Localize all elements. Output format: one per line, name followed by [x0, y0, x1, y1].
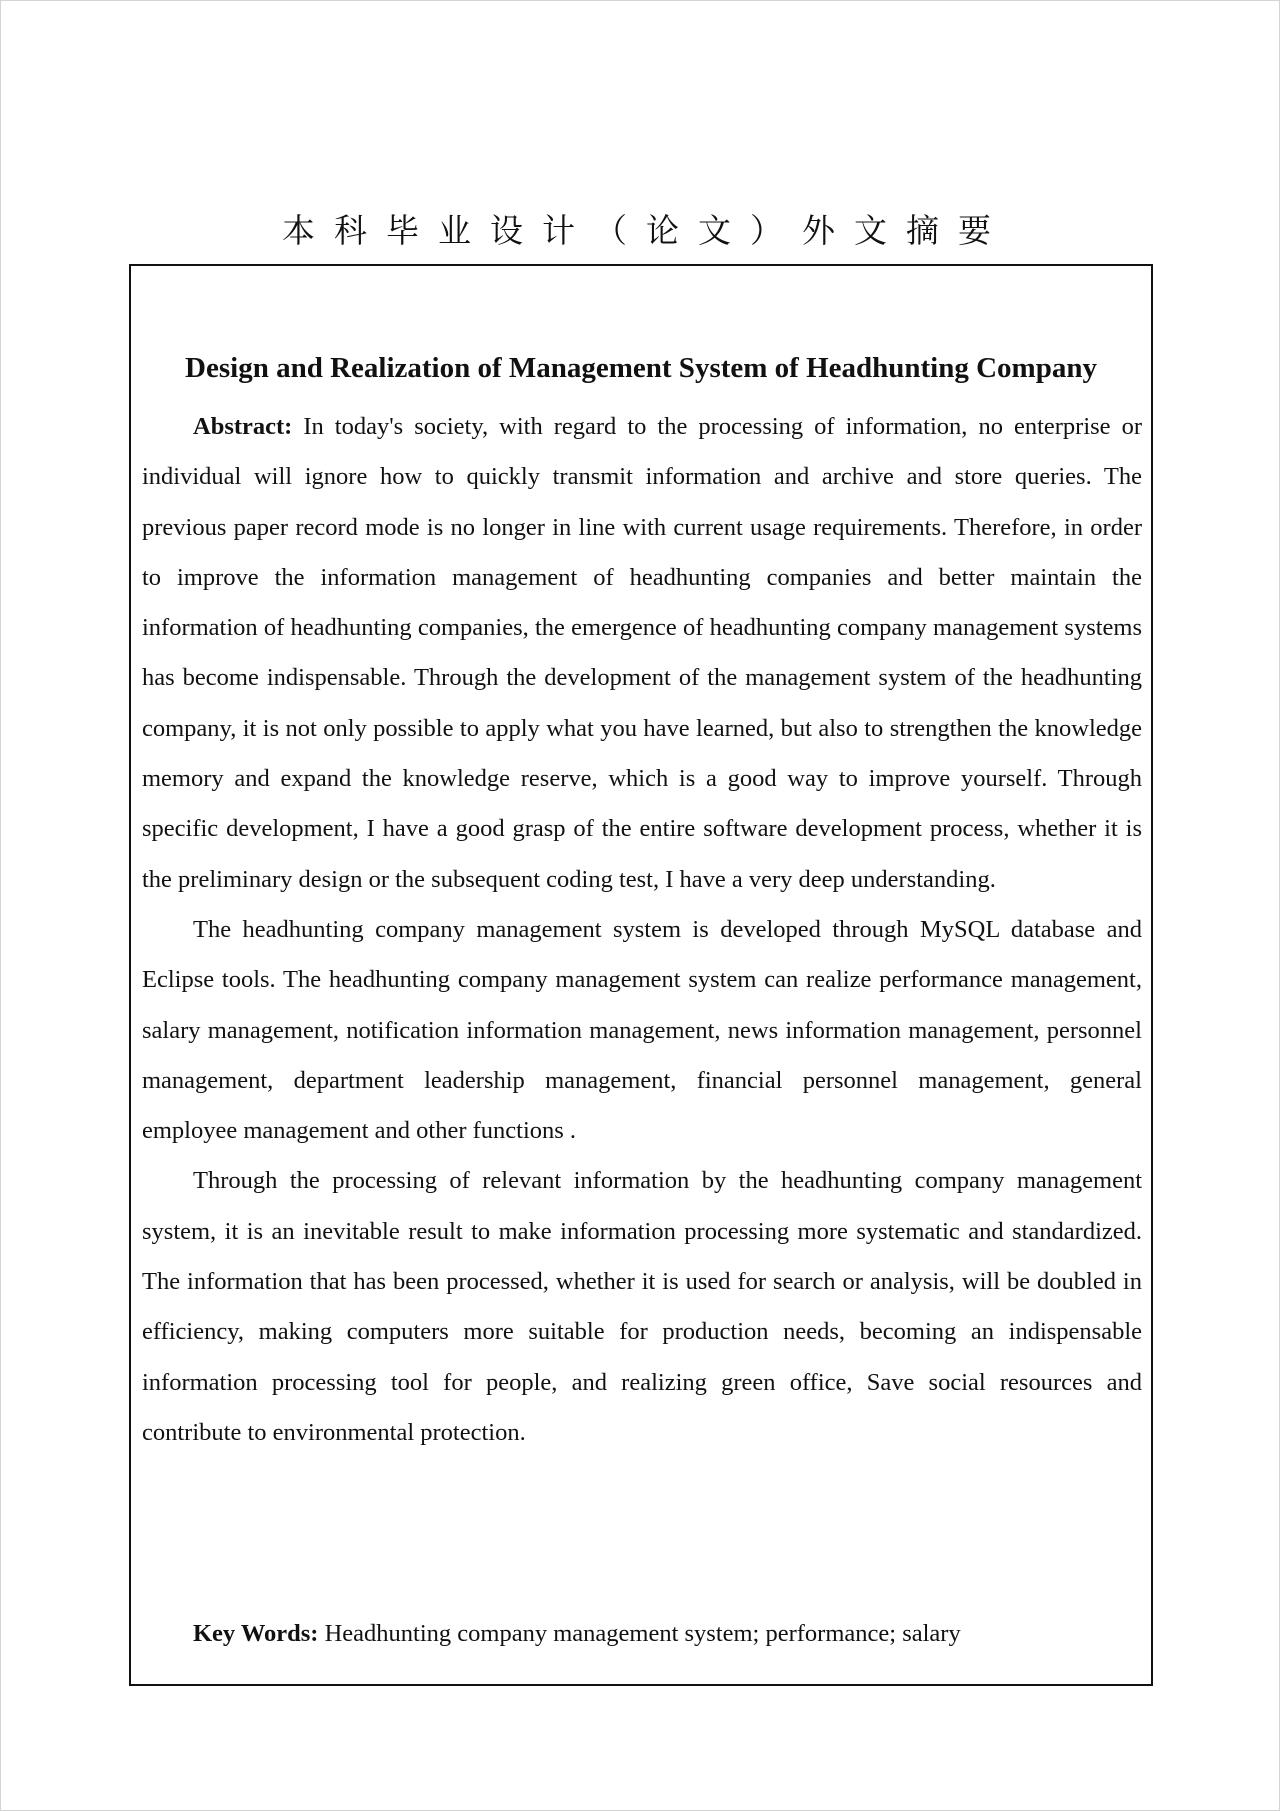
page-heading: 本科毕业设计（论文）外文摘要 [282, 211, 1010, 250]
abstract-paragraph-3: Through the processing of relevant information by the headhunting company management system, it is an inevitable result to make information processing more systematic and standardized. The information that has been processed, whether it is used for search or analysis, will be doubled in efficiency, making computers more suitable for production needs, becoming an indispensable information processing tool for people, and realizing green office, Save social resources and contribute to environmental protection. [142, 1167, 1142, 1446]
keywords-text: Headhunting company management system; performance; salary [324, 1620, 961, 1647]
keywords-label: Key Words: [193, 1620, 319, 1647]
abstract-body [142, 402, 1142, 1458]
abstract-paragraph-1-text: In today's society, with regard to the processing of information, no enterprise or individual will ignore how to quickly transmit information and archive and store queries. The previous paper record mode is no longer in line with current usage requirements. Therefore, in order to improve the information management of headhunting companies and better maintain the information of headhunting companies, the emergence of headhunting company management systems has become indispensable. Through the development of the management system of the headhunting company, it is not only possible to apply what you have learned, but also to strengthen the knowledge memory and expand the knowledge reserve, which is a good way to improve yourself. Through specific development, I have a good grasp of the entire software development process, whether it is the preliminary design or the subsequent coding test, I have a very deep understanding. [142, 413, 1142, 893]
abstract-box [129, 264, 1153, 1686]
abstract-paragraph-1 [142, 402, 1142, 905]
paper-title: Design and Realization of Management System of Headhunting Company [185, 352, 1097, 384]
abstract-paragraph-2: The headhunting company management system is developed through MySQL database and Eclipse tools. The headhunting company management system can realize performance management, salary management, notification information management, news information management, personnel management, department leadership management, financial personnel management, general employee management and other functions . [142, 915, 1142, 1145]
abstract-label: Abstract: [193, 413, 293, 440]
keywords-line [142, 1609, 1142, 1659]
